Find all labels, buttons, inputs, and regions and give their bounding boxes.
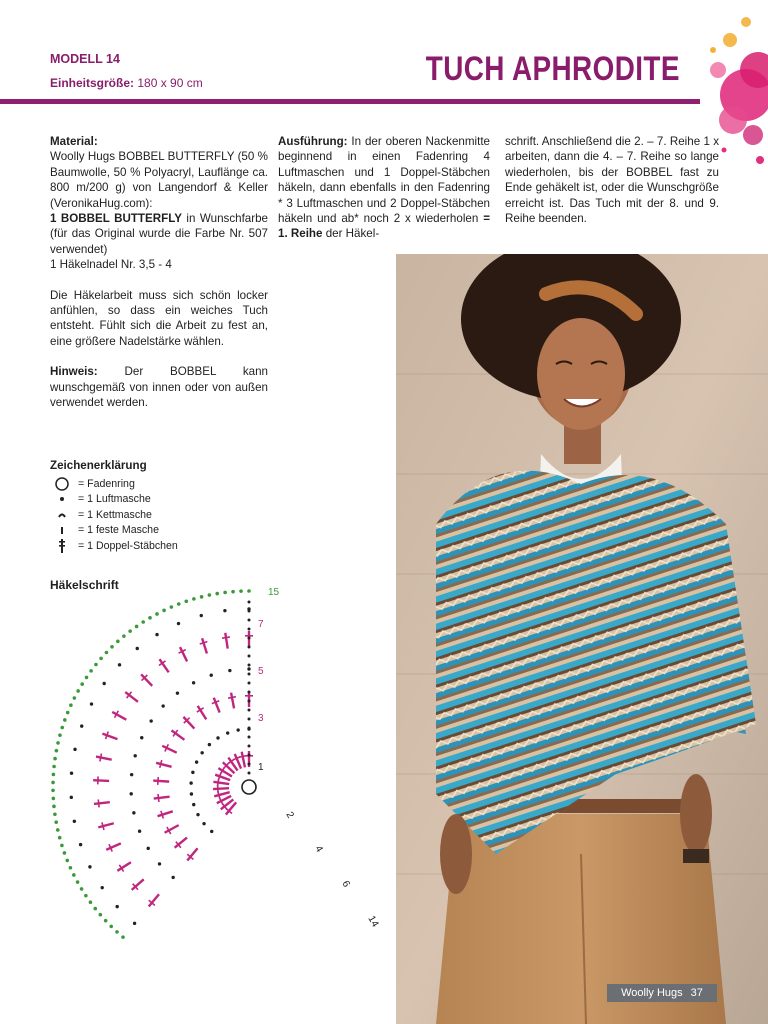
hint-text: Der BOBBEL kann wunschgemäß von innen oder von außen verwendet werden. (50, 365, 268, 410)
border-chain-dot (69, 703, 73, 707)
border-chain-dot (56, 741, 60, 745)
border-chain-dot (109, 925, 113, 929)
chain-dot (189, 781, 192, 784)
chain-dot (190, 792, 193, 795)
border-chain-dot (94, 663, 98, 667)
chain-dot (130, 773, 133, 776)
chain-dot (171, 876, 174, 879)
needle-text: 1 Häkelnadel Nr. 3,5 - 4 (50, 258, 172, 272)
instructions-continued: schrift. Anschließend die 2. – 7. Reihe 1 x arbeiten, dann die 4. – 7. Reihe so lange wiederholen, bis der BOBBEL fast zu Ende gehäkelt ist, oder die Wunschgröße erreicht ist. Das Tuch mit der 8. und 9. Reihe beenden. (505, 135, 719, 226)
chain-dot (191, 771, 194, 774)
chain-dot (102, 682, 105, 685)
border-chain-dot (60, 726, 64, 730)
spine-dot (248, 601, 251, 604)
spine-dot (248, 691, 251, 694)
border-chain-dot (89, 900, 93, 904)
material-text: Woolly Hugs BOBBEL BUTTERFLY (50 % Baumwolle, 50 % Polyacryl, Lauflänge ca. 800 m/200 g) von Langendorf & Keller (VeronikaHug.com): (50, 150, 268, 210)
chain-dot (208, 743, 211, 746)
double-crochet-mark (230, 692, 235, 708)
spine-dot (248, 772, 251, 775)
chart-heading: Häkelschrift (50, 578, 119, 592)
border-chain-dot (104, 919, 108, 923)
footer-brand: Woolly Hugs (621, 987, 683, 999)
instructions-text-b: der Häkel- (325, 227, 380, 241)
spine-dot (248, 682, 251, 685)
spine-dot (248, 718, 251, 721)
chain-dot (158, 862, 161, 865)
double-crochet-mark (106, 842, 122, 851)
border-chain-dot (155, 612, 159, 616)
border-chain-dot (51, 781, 55, 785)
border-chain-dot (141, 620, 145, 624)
spine-dot (248, 610, 251, 613)
border-chain-dot (121, 935, 125, 939)
double-crochet-mark (162, 745, 177, 754)
double-crochet-mark (213, 697, 221, 713)
spine-dot (248, 700, 251, 703)
legend-item-double (50, 538, 270, 554)
border-chain-dot (215, 592, 219, 596)
border-chain-dot (80, 887, 84, 891)
double-crochet-mark (159, 659, 170, 673)
double-crochet-mark (102, 733, 118, 741)
model-photo (396, 254, 768, 1024)
chain-dot (200, 614, 203, 617)
row-number: 5 (258, 666, 264, 677)
double-crochet-mark (117, 861, 132, 872)
material-column (50, 134, 268, 426)
legend-item-chain (50, 492, 270, 508)
border-chain-dot (63, 851, 67, 855)
magic-ring-icon (242, 780, 256, 794)
border-chain-dot (115, 930, 119, 934)
spine-dot (248, 745, 251, 748)
border-chain-dot (55, 749, 59, 753)
spine-dot (248, 637, 251, 640)
border-chain-dot (60, 844, 64, 848)
spine-dot (248, 664, 251, 667)
instructions-heading: Ausführung: (278, 135, 348, 148)
dot-icon (50, 493, 74, 505)
chain-dot (192, 681, 195, 684)
double-crochet-mark (156, 762, 172, 768)
double-crochet-mark (93, 779, 109, 782)
instructions-column (278, 134, 490, 242)
border-chain-dot (53, 757, 57, 761)
chain-dot (101, 886, 104, 889)
size-info (50, 76, 203, 90)
border-chain-dot (63, 718, 67, 722)
legend-text: = 1 Doppel-Stäbchen (78, 539, 178, 552)
spine-dot (248, 655, 251, 658)
chain-dot (73, 820, 76, 823)
page-title: TUCH APHRODITE (425, 50, 680, 88)
size-label: Einheitsgröße: (50, 76, 135, 90)
double-crochet-bar (245, 695, 253, 697)
double-crochet-mark (179, 647, 188, 662)
page-footer (607, 984, 717, 1002)
row-one-label: = 1. Reihe (278, 212, 490, 241)
border-chain-dot (208, 593, 212, 597)
border-chain-dot (162, 609, 166, 613)
symbol-legend (50, 459, 270, 554)
border-chain-dot (52, 805, 56, 809)
double-crochet-mark (224, 633, 229, 649)
double-crochet-mark (171, 729, 185, 740)
chain-dot (176, 691, 179, 694)
border-chain-dot (53, 812, 57, 816)
spine-dot (248, 754, 251, 757)
spine-dot (248, 727, 251, 730)
border-chain-dot (58, 733, 62, 737)
border-chain-dot (170, 605, 174, 609)
double-crochet-mark (201, 638, 208, 654)
legend-item-slip (50, 507, 270, 523)
chain-dot (138, 830, 141, 833)
row-number: 1 (258, 762, 264, 773)
crochet-chart (40, 580, 400, 980)
chain-dot (140, 736, 143, 739)
border-chain-dot (52, 773, 56, 777)
double-crochet-bar (157, 777, 159, 785)
chain-dot (196, 813, 199, 816)
border-chain-dot (184, 600, 188, 604)
legend-text: = 1 Luftmasche (78, 493, 151, 506)
border-chain-dot (58, 836, 62, 840)
border-chain-dot (223, 591, 227, 595)
chain-dot (177, 622, 180, 625)
border-chain-dot (200, 595, 204, 599)
chain-dot (90, 702, 93, 705)
double-crochet-mark (112, 711, 127, 721)
size-value: 180 x 90 cm (137, 76, 203, 90)
double-crochet-mark (197, 705, 208, 720)
border-chain-dot (110, 645, 114, 649)
yarn-name: 1 BOBBEL BUTTERFLY (50, 212, 182, 226)
dc-icon (50, 538, 74, 554)
legend-text: = Fadenring (78, 477, 135, 490)
border-chain-dot (56, 828, 60, 832)
chain-dot (161, 704, 164, 707)
chain-dot (129, 792, 132, 795)
spine-dot (248, 619, 251, 622)
border-chain-dot (93, 907, 97, 911)
border-chain-dot (65, 859, 69, 863)
instructions-text-a: In der oberen Nackenmitte beginnend in einen Fadenring 4 Luftmaschen und 1 Doppel-Stäbchen häkeln, dann ebenfalls in den Fadenring * 3 Luftmaschen und 2 Doppel-Stäbchen häkeln und ab* noch 2 x wiederholen (278, 135, 490, 226)
ring-icon (50, 476, 74, 492)
border-chain-dot (54, 820, 58, 824)
border-chain-dot (52, 797, 56, 801)
row-number: 7 (258, 619, 264, 630)
legend-text: = 1 feste Masche (78, 524, 159, 537)
spine-dot (248, 736, 251, 739)
chain-dot (88, 865, 91, 868)
row-number: 4 (312, 844, 325, 855)
legend-item-ring (50, 476, 270, 492)
chart-stitches (51, 589, 253, 939)
chain-dot (226, 731, 229, 734)
chain-dot (155, 633, 158, 636)
double-crochet-bar (245, 635, 253, 637)
double-crochet-mark (241, 752, 247, 768)
chain-dot (133, 922, 136, 925)
border-chain-dot (148, 616, 152, 620)
row-number: 3 (258, 713, 264, 724)
double-crochet-mark (157, 810, 173, 817)
double-crochet-mark (94, 801, 110, 805)
chain-dot (70, 796, 73, 799)
chain-dot (210, 674, 213, 677)
border-chain-dot (128, 629, 132, 633)
legend-heading: Zeichenerklärung (50, 459, 147, 472)
border-chain-dot (85, 676, 89, 680)
border-chain-dot (51, 789, 55, 793)
border-chain-dot (76, 880, 80, 884)
border-chain-dot (122, 634, 126, 638)
chain-dot (80, 724, 83, 727)
border-chain-dot (52, 765, 56, 769)
legend-text: = 1 Kettmasche (78, 508, 152, 521)
chain-dot (247, 667, 250, 670)
border-chain-dot (99, 913, 103, 917)
border-chain-dot (76, 689, 80, 693)
chain-dot (195, 760, 198, 763)
arc-icon (50, 509, 74, 521)
chain-dot (73, 748, 76, 751)
chain-dot (216, 736, 219, 739)
chain-dot (200, 751, 203, 754)
chain-dot (134, 754, 137, 757)
border-chain-dot (73, 696, 77, 700)
border-chain-dot (89, 669, 93, 673)
header-divider (0, 99, 700, 104)
chain-dot (147, 847, 150, 850)
legend-item-single (50, 523, 270, 539)
chain-dot (223, 609, 226, 612)
border-chain-dot (231, 590, 235, 594)
chain-dot (236, 728, 239, 731)
chain-dot (115, 905, 118, 908)
chain-dot (79, 843, 82, 846)
double-crochet-mark (96, 755, 112, 760)
chain-dot (136, 647, 139, 650)
chain-dot (70, 772, 73, 775)
border-chain-dot (80, 682, 84, 686)
chain-dot (210, 830, 213, 833)
row-number: 14 (365, 914, 381, 930)
border-chain-dot (177, 602, 181, 606)
border-chain-dot (135, 625, 139, 629)
chain-dot (228, 669, 231, 672)
material-heading: Material: (50, 135, 98, 148)
double-crochet-mark (153, 779, 169, 782)
chain-dot (192, 803, 195, 806)
double-crochet-mark (98, 822, 114, 828)
spine-dot (248, 709, 251, 712)
double-crochet-mark (154, 795, 170, 799)
chain-dot (202, 822, 205, 825)
border-chain-dot (239, 589, 243, 593)
border-chain-dot (99, 657, 103, 661)
border-chain-dot (105, 651, 109, 655)
chain-dot (149, 719, 152, 722)
yarn-text: in Wunschfarbe (für das Original wurde die Farbe Nr. 507 verwendet) (50, 212, 268, 256)
spine-dot (248, 673, 251, 676)
hint-heading: Hinweis: (50, 365, 98, 379)
border-chain-dot (84, 894, 88, 898)
row-number: 6 (339, 879, 352, 890)
border-chain-dot (69, 866, 73, 870)
border-chain-dot (247, 589, 251, 593)
spine-dot (248, 628, 251, 631)
row-number: 2 (283, 810, 296, 821)
double-crochet-mark (213, 781, 229, 786)
border-chain-dot (72, 873, 76, 877)
page-number: 37 (690, 987, 703, 999)
chain-dot (132, 811, 135, 814)
chain-dot (118, 663, 121, 666)
spine-dot (248, 646, 251, 649)
row-number: 15 (268, 587, 280, 598)
note-text: Die Häkelarbeit muss sich schön locker anfühlen, so dass ein weiches Tuch entsteht. Fühlt sich die Arbeit zu fest an, eine größere Nadelstärke wählen. (50, 288, 268, 348)
border-chain-dot (116, 640, 120, 644)
double-crochet-mark (213, 787, 229, 790)
double-crochet-bar (97, 776, 99, 784)
double-crochet-mark (164, 824, 179, 834)
model-number: MODELL 14 (50, 52, 120, 66)
bar-icon (50, 524, 74, 536)
spine-dot (248, 763, 251, 766)
border-chain-dot (192, 597, 196, 601)
border-chain-dot (66, 711, 70, 715)
